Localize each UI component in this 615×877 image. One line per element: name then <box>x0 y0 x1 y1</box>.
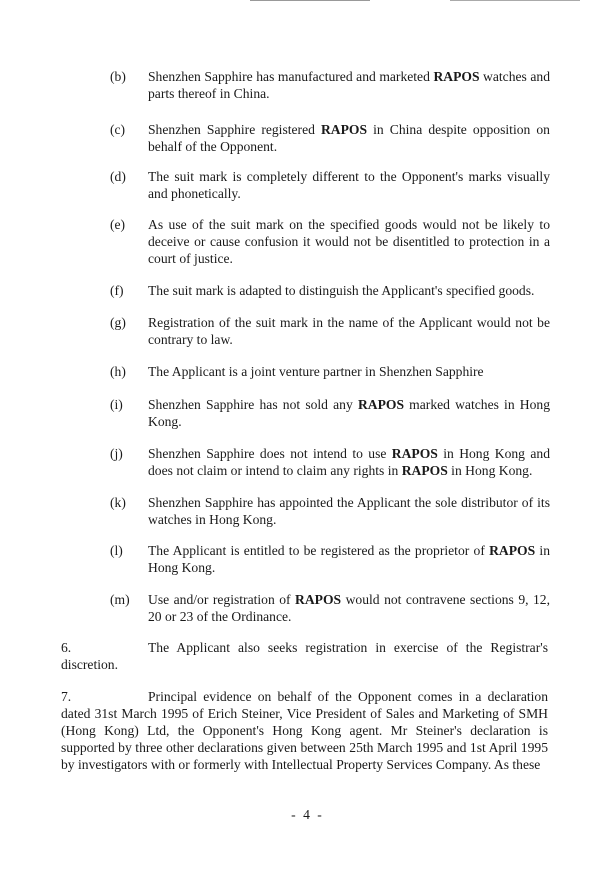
paragraph-number: 7. <box>61 689 72 704</box>
list-item-k <box>110 494 550 528</box>
paragraph-7 <box>61 688 548 773</box>
item-label: (b) <box>110 69 126 84</box>
paragraph-6 <box>61 639 548 673</box>
item-label: (j) <box>110 446 123 461</box>
item-label: (d) <box>110 169 126 184</box>
list-item-j <box>110 445 550 479</box>
item-text: Registration of the suit mark in the name of the Applicant would not be contrary to law. <box>148 315 550 347</box>
item-label: (h) <box>110 364 126 379</box>
item-label: (i) <box>110 397 123 412</box>
list-item-d <box>110 168 550 202</box>
item-label: (e) <box>110 217 126 232</box>
list-item-h <box>110 363 550 380</box>
item-text: Use and/or registration of RAPOS would not contravene sections 9, 12, 20 or 23 of the Ordinance. <box>148 592 550 624</box>
item-label: (k) <box>110 495 126 510</box>
scan-artifact-line <box>450 0 580 1</box>
paragraph-text: Principal evidence on behalf of the Opponent comes in a declaration dated 31st March 1995 of Erich Steiner, Vice President of Sales and Marketing of SMH (Hong Kong) Ltd, the Opponent's Hong Kong agent. Mr Steiner's declaration is supported by three other declarations given between 25th March 1995 and 1st April 1995 by investigators with or formerly with Intellectual Property Services Company. As these <box>61 689 548 772</box>
list-item-m <box>110 591 550 625</box>
item-label: (c) <box>110 122 126 137</box>
list-item-e <box>110 216 550 267</box>
scan-artifact-line <box>250 0 370 1</box>
item-text: Shenzhen Sapphire has appointed the Applicant the sole distributor of its watches in Hong Kong. <box>148 495 550 527</box>
item-text: The suit mark is adapted to distinguish the Applicant's specified goods. <box>148 283 535 298</box>
item-text: As use of the suit mark on the specified goods would not be likely to deceive or cause confusion it would not be disentitled to protection in a court of justice. <box>148 217 550 266</box>
item-text: The suit mark is completely different to the Opponent's marks visually and phonetically. <box>148 169 550 201</box>
item-label: (f) <box>110 283 124 298</box>
list-item-c <box>110 121 550 155</box>
page-number: - 4 - <box>291 807 324 822</box>
item-text: The Applicant is entitled to be registered as the proprietor of RAPOS in Hong Kong. <box>148 543 550 575</box>
item-text: The Applicant is a joint venture partner in Shenzhen Sapphire <box>148 364 484 379</box>
item-text: Shenzhen Sapphire registered RAPOS in China despite opposition on behalf of the Opponent. <box>148 122 550 154</box>
item-label: (g) <box>110 315 126 330</box>
item-text: Shenzhen Sapphire has not sold any RAPOS marked watches in Hong Kong. <box>148 397 550 429</box>
item-label: (m) <box>110 592 130 607</box>
paragraph-text: The Applicant also seeks registration in exercise of the Registrar's discretion. <box>61 640 548 672</box>
list-item-b <box>110 68 550 102</box>
list-item-g <box>110 314 550 348</box>
item-text: Shenzhen Sapphire does not intend to use RAPOS in Hong Kong and does not claim or intend to claim any rights in RAPOS in Hong Kong. <box>148 446 550 478</box>
item-label: (l) <box>110 543 123 558</box>
list-item-i <box>110 396 550 430</box>
paragraph-number: 6. <box>61 640 72 655</box>
item-text: Shenzhen Sapphire has manufactured and marketed RAPOS watches and parts thereof in China. <box>148 69 550 101</box>
list-item-l <box>110 542 550 576</box>
list-item-f <box>110 282 550 299</box>
